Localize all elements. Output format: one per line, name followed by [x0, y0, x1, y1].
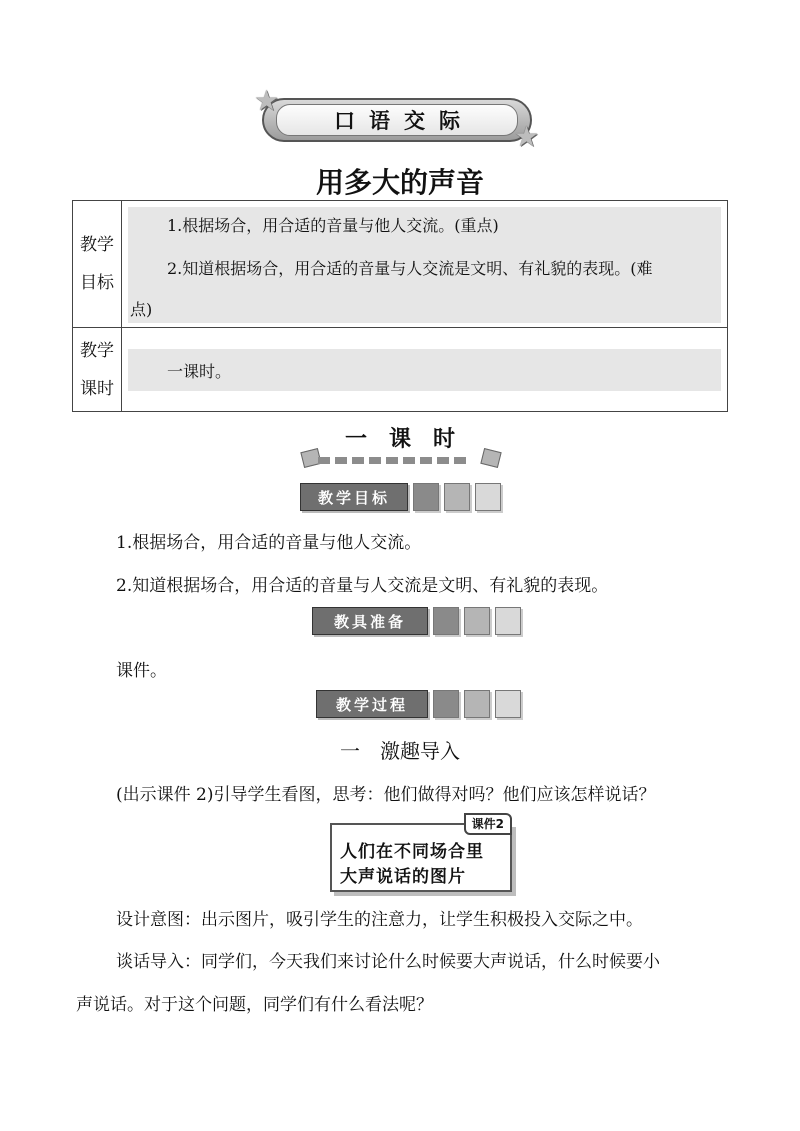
label-square [413, 483, 439, 511]
period-text: 一课时。 [167, 362, 232, 381]
label-tools-text: 教具准备 [312, 607, 428, 635]
goal-list-item: 2.知道根据场合，用合适的音量与人交流是文明、有礼貌的表现。 [116, 576, 609, 596]
courseware-card [330, 817, 512, 892]
star-icon: ★ [254, 84, 280, 117]
label-square [495, 607, 521, 635]
label-square [433, 690, 459, 718]
intro-text-line: 声说话。对于这个问题，同学们有什么看法呢？ [76, 995, 433, 1015]
card-line: 大声说话的图片 [340, 867, 466, 887]
label-process [316, 690, 521, 718]
goals-header: 教学 目标 [73, 201, 122, 327]
label-square [495, 690, 521, 718]
goal-item: 2.知道根据场合，用合适的音量与人交流是文明、有礼貌的表现。(难 [167, 259, 653, 278]
step-title: 一 激趣导入 [340, 739, 460, 763]
courseware-tag: 课件2 [464, 813, 512, 835]
star-icon: ★ [514, 120, 540, 153]
banner-title: 口语交际 [276, 104, 518, 136]
objectives-table [72, 200, 728, 412]
label-square [464, 607, 490, 635]
design-intent-text: 设计意图：出示图片，吸引学生的注意力，让学生积极投入交际之中。 [116, 910, 643, 930]
period-row [73, 328, 727, 411]
card-line: 人们在不同场合里 [340, 842, 484, 862]
header-banner [254, 84, 540, 153]
label-goals [300, 483, 501, 511]
page-title: 用多大的声音 [315, 166, 484, 199]
goal-item-continued: 点) [130, 300, 153, 319]
cube-icon [480, 448, 501, 468]
label-tools [312, 607, 521, 635]
section-title: 一课时 [344, 427, 477, 452]
label-process-text: 教学过程 [316, 690, 428, 718]
tools-text: 课件。 [116, 661, 167, 681]
dotted-divider [318, 457, 482, 465]
instruction-text: (出示课件 2)引导学生看图，思考：他们做得对吗？他们应该怎样说话？ [116, 785, 656, 805]
goals-row [73, 201, 727, 328]
goal-item: 1.根据场合，用合适的音量与他人交流。(重点) [167, 216, 499, 235]
label-square [444, 483, 470, 511]
intro-text-line: 谈话导入：同学们，今天我们来讨论什么时候要大声说话，什么时候要小 [116, 952, 660, 972]
label-goals-text: 教学目标 [300, 483, 408, 511]
label-square [464, 690, 490, 718]
goal-list-item: 1.根据场合，用合适的音量与他人交流。 [116, 533, 422, 553]
period-header: 教学 课时 [73, 328, 122, 411]
label-square [475, 483, 501, 511]
label-square [433, 607, 459, 635]
